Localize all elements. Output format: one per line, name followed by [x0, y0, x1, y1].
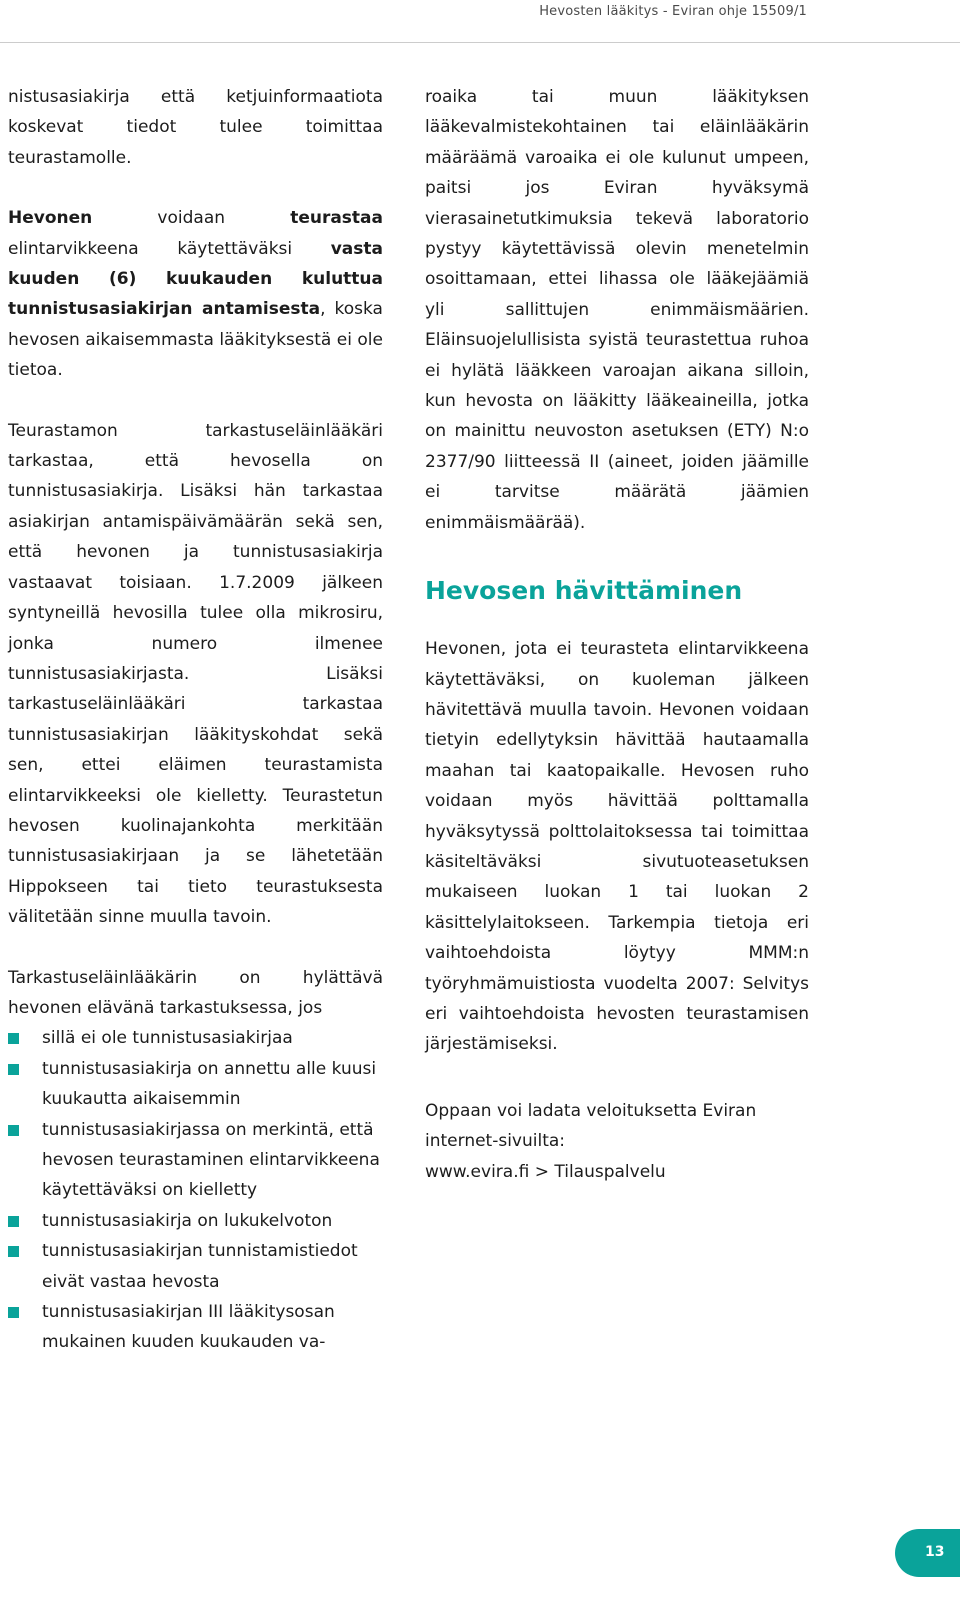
text-segment: , koska hevosen aikaisemmasta lääkityksestä ei ole tietoa. — [8, 299, 383, 381]
bold-hevonen: Hevonen — [8, 208, 93, 229]
left-column — [8, 82, 383, 1358]
download-text: Oppaan voi ladata veloituksetta Eviran internet-sivuilta: — [425, 1100, 757, 1152]
list-item: tunnistusasiakirja on lukukelvoton — [8, 1206, 383, 1236]
page-number: 13 — [925, 1544, 945, 1560]
square-bullet-icon — [8, 1246, 19, 1257]
square-bullet-icon — [8, 1216, 19, 1227]
paragraph-disposal: Hevonen, jota ei teurasteta elintarvikkeena käytettäväksi, on kuoleman jälkeen hävitettävä muulla tavoin. Hevonen voidaan tietyin edellytyksin hävittää hautaamalla maahan tai kaatopaikalle. Hevosen ruho voidaan myös hävittää polttamalla hyväksytyssä polttolaitoksessa tai toimittaa käsiteltäväksi sivutuoteasetuksen mukaiseen luokan 1 tai luokan 2 käsittelylaitokseen. Tarkempia tietoja eri vaihtoehdoista löytyy MMM:n työryhmämuistiosta vuodelta 2007: Selvitys eri vaihtoehdoista hevosten teurastamisen järjestämiseksi. — [425, 639, 809, 1055]
list-item: tunnistusasiakirjan III lääkitysosan mukainen kuuden kuukauden va- — [8, 1297, 383, 1358]
list-item: tunnistusasiakirjan tunnistamistiedot eivät vastaa hevosta — [8, 1236, 383, 1297]
text-segment: elintarvikkeena käytettäväksi — [8, 238, 331, 259]
paragraph-slaughter-rule — [8, 203, 383, 385]
text-segment: voidaan — [92, 208, 291, 229]
header-divider — [0, 42, 960, 43]
list-item: tunnistusasiakirja on annettu alle kuusi kuukautta aikaisemmin — [8, 1054, 383, 1115]
list-item: tunnistusasiakirjassa on merkintä, että hevosen teurastaminen elintarvikkeena käytettäväksi on kielletty — [8, 1115, 383, 1206]
download-link[interactable]: www.evira.fi > Tilauspalvelu — [425, 1161, 666, 1182]
bold-teurastaa: teurastaa — [290, 208, 383, 229]
paragraph-rejection-intro: Tarkastuseläinlääkärin on hylättävä hevonen elävänä tarkastuksessa, jos — [8, 967, 383, 1018]
rejection-criteria-list — [8, 1023, 383, 1357]
page-header — [0, 0, 960, 36]
square-bullet-icon — [8, 1125, 19, 1136]
paragraph-withdrawal-continuation: roaika tai muun lääkityksen lääkevalmistekohtainen tai eläinlääkärin määräämä varoaika ei ole kulunut umpeen, paitsi jos Eviran hyväksymä vierasainetutkimuksia tekevä laboratorio pystyy käytettävissä olevin menetelmin osoittamaan, ettei lihassa ole lääkejäämiä yli sallittujen enimmäismäärien. Eläinsuojelullisista syistä teurastettua ruhoa ei hylätä lääkkeen varoajan aikana silloin, kun hevosta on lääkitty lääkeaineilla, jotka on mainittu neuvoston asetuksen (ETY) N:o 2377/90 liitteessä II (aineet, joiden jäämille ei tarvitse määrätä jäämien enimmäismäärää). — [425, 87, 809, 533]
right-column — [425, 82, 809, 1187]
square-bullet-icon — [8, 1307, 19, 1318]
square-bullet-icon — [8, 1033, 19, 1044]
paragraph-inspection: Teurastamon tarkastuseläinlääkäri tarkastaa, että hevosella on tunnistusasiakirja. Lisäksi hän tarkastaa asiakirjan antamispäivämäärän sekä sen, että hevonen ja tunnistusasiakirja vastaavat toisiaan. 1.7.2009 jälkeen syntyneillä hevosilla tulee olla mikrosiru, jonka numero ilmenee tunnistusasiakirjasta. Lisäksi tarkastuseläinlääkäri tarkastaa tunnistusasiakirjan lääkityskohdat sekä sen, ettei eläimen teurastamista elintarvikkeeksi ole kielletty. Teurastetun hevosen kuolinajankohta merkitään tunnistusasiakirjaan ja se lähetetään Hippokseen tai tieto teurastuksesta välitetään sinne muulla tavoin. — [8, 420, 383, 928]
bold-six-months: vasta kuuden (6) kuukauden kuluttua tunnistusasiakirjan antamisesta — [8, 238, 383, 320]
section-heading: Hevosen hävittäminen — [425, 576, 743, 606]
square-bullet-icon — [8, 1064, 19, 1075]
list-item: sillä ei ole tunnistusasiakirjaa — [8, 1023, 383, 1053]
document-title: Hevosten lääkitys - Eviran ohje 15509/1 — [539, 4, 807, 19]
paragraph-continuation: nistusasiakirja että ketjuinformaatiota koskevat tiedot tulee toimittaa teurastamolle. — [8, 87, 383, 168]
page-number-tab — [895, 1529, 960, 1577]
download-info — [425, 1096, 809, 1187]
